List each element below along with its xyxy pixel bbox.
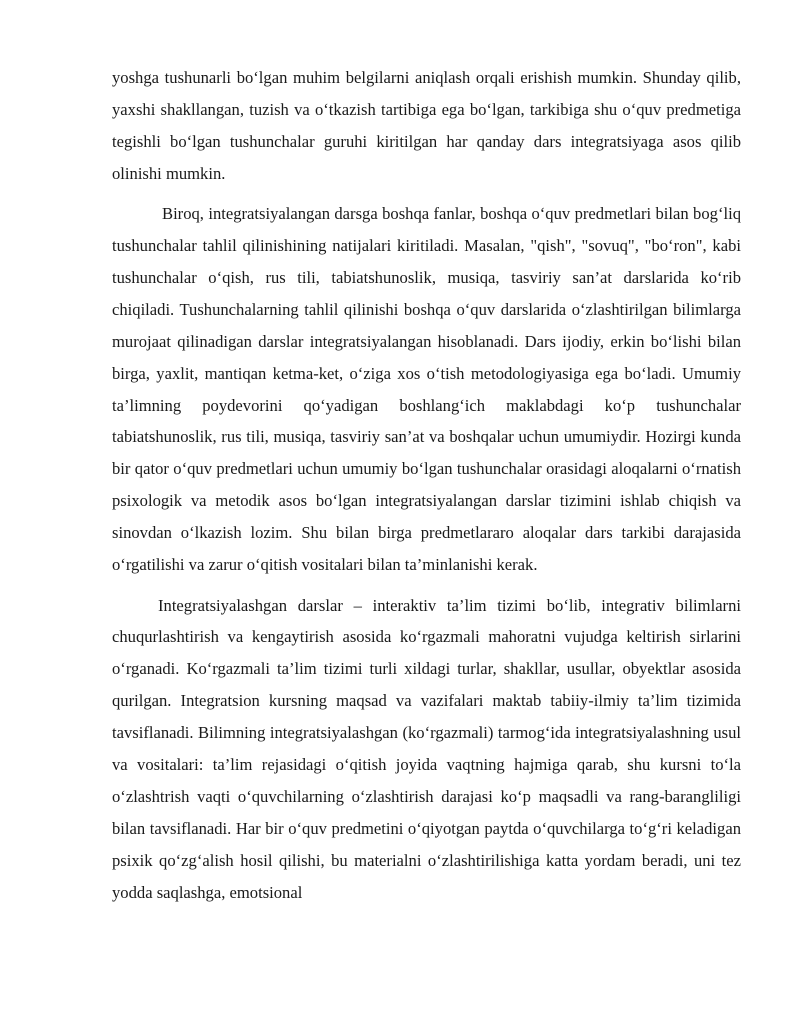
paragraph-continuation: yoshga tushunarli bo‘lgan muhim belgilarni aniqlash orqali erishish mumkin. Shunday qilib, yaxshi shakllangan, tuzish va o‘tkazish tartibiga ega bo‘lgan, tarkibiga shu o‘quv predmetiga tegishli bo‘lgan tushunchalar guruhi kiritilgan har qanday dars integratsiyaga asos qilib olinishi mumkin. bbox=[112, 68, 741, 183]
document-page bbox=[112, 62, 741, 909]
paragraph-integrated-lessons-definition: Integratsiyalashgan darslar – interaktiv ta’lim tizimi bo‘lib, integrativ bilimlarni chuqurlashtirish va kengaytirish asosida ko‘rgazmali mahoratni vujudga keltirish sirlarini o‘rganadi. Ko‘rgazmali ta’lim tizimi turli xildagi turlar, shakllar, usullar, obyektlar asosida qurilgan. Integratsion kursning maqsad va vazifalari maktab tabiiy-ilmiy ta’lim tizimida tavsiflanadi. Bilimning integratsiyalashgan (ko‘rgazmali) tarmog‘ida integratsiyalashning usul va vositalari: ta’lim rejasidagi o‘qitish joyida vaqtning hajmiga qarab, shu kursni to‘la o‘zlashtrish vaqti o‘quvchilarning o‘zlashtirish darajasi ko‘p maqsadli va rang-barangliligi bilan tavsiflanadi. Har bir o‘quv predmetini o‘qiyotgan paytda o‘quvchilarga to‘g‘ri keladigan psixik qo‘zg‘alish hosil qilishi, bu materialni o‘zlashtirilishiga katta yordam beradi, uni tez yodda saqlashga, emotsional bbox=[112, 595, 741, 902]
paragraph-integrated-lesson-concepts: Biroq, integratsiyalangan darsga boshqa fanlar, boshqa o‘quv predmetlari bilan bog‘liq tushunchalar tahlil qilinishining natijalari kiritiladi. Masalan, "qish", "sovuq", "bo‘ron", kabi tushunchalar o‘qish, rus tili, tabiatshunoslik, musiqa, tasviriy san’at darslarida ko‘rib chiqiladi. Tushunchalarning tahlil qilinishi boshqa o‘quv darslarida o‘zlashtirilgan bilimlarga murojaat qilinadigan darslar integratsiyalangan hisoblanadi. Dars ijodiy, erkin bo‘lishi bilan birga, yaxlit, mantiqan ketma-ket, o‘ziga xos o‘tish metodologiyasiga ega bo‘ladi. Umumiy ta’limning poydevorini qo‘yadigan boshlang‘ich maklabdagi ko‘p tushunchalar tabiatshunoslik, rus tili, musiqa, tasviriy san’at va boshqalar uchun umumiydir. Hozirgi kunda bir qator o‘quv predmetlari uchun umumiy bo‘lgan tushunchalar orasidagi aloqalarni o‘rnatish psixologik va metodik asos bo‘lgan integratsiyalangan darslar tizimini ishlab chiqish va sinovdan o‘lkazish lozim. Shu bilan birga predmetlararo aloqalar dars tarkibi darajasida o‘rgatilishi va zarur o‘qitish vositalari bilan ta’minlanishi kerak. bbox=[112, 204, 741, 575]
